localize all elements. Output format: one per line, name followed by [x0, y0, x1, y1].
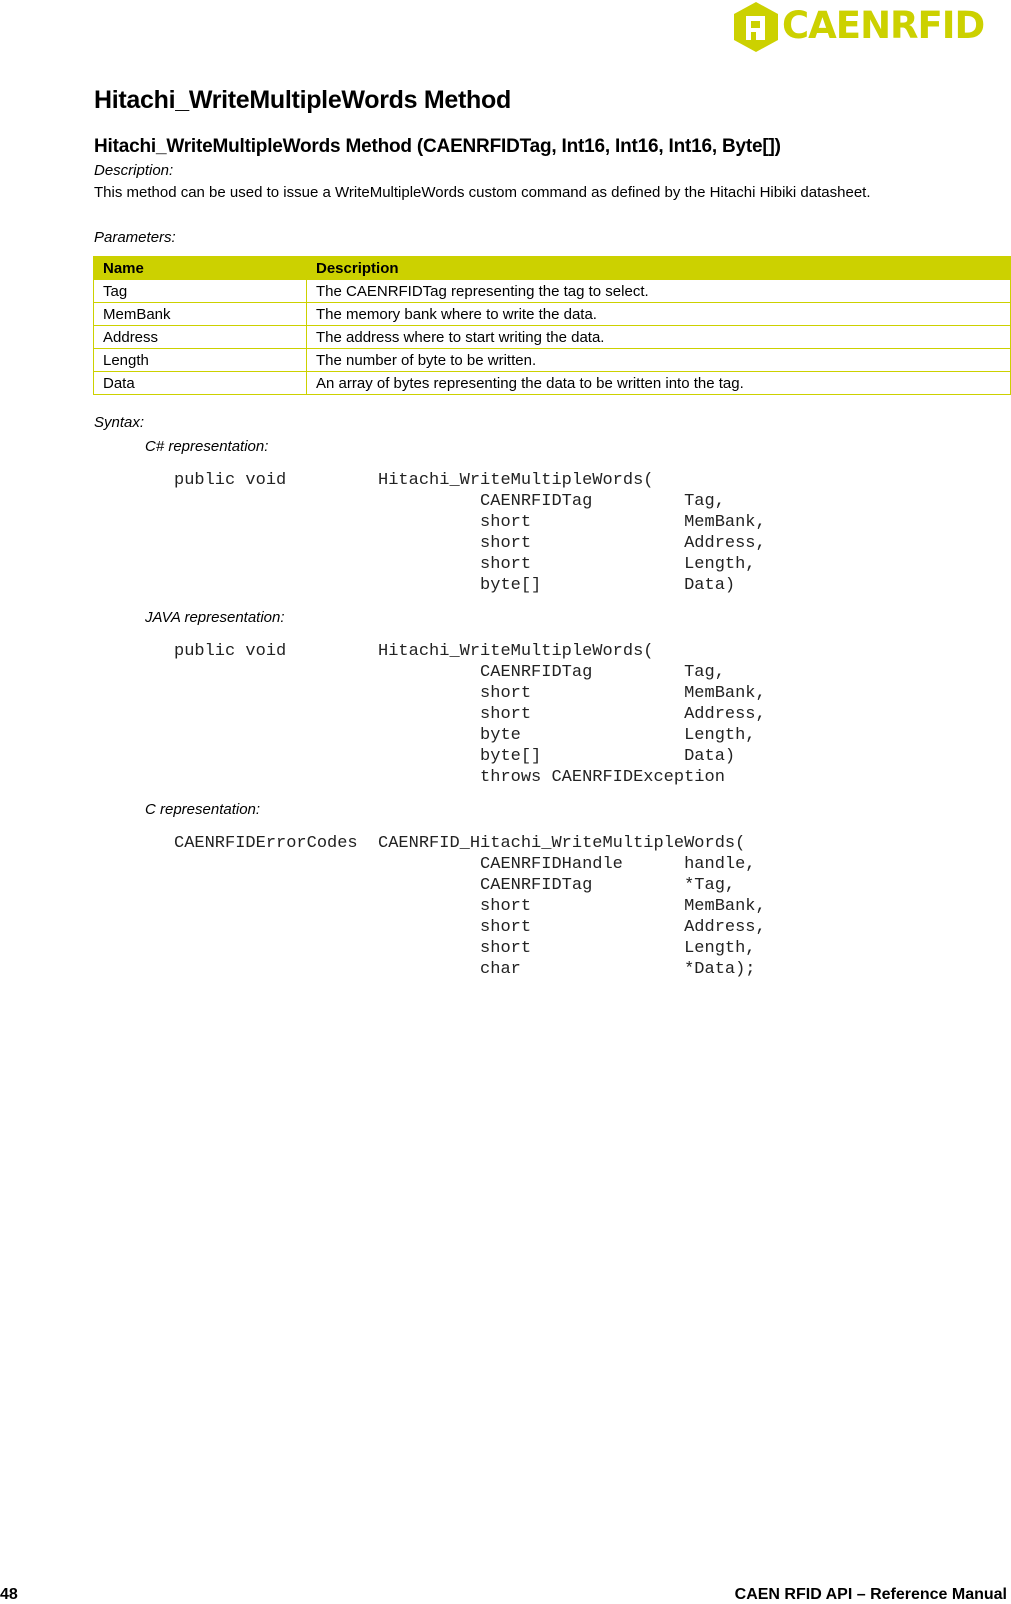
method-signature-heading: Hitachi_WriteMultipleWords Method (CAENRFIDTag, Int16, Int16, Int16, Byte[])	[94, 136, 781, 157]
param-description: The address where to start writing the data.	[307, 326, 1011, 349]
parameters-table	[93, 256, 1011, 395]
table-header-row	[94, 257, 1011, 280]
param-name: MemBank	[94, 303, 307, 326]
syntax-label: Syntax:	[94, 414, 145, 431]
logo-text: CAENRFID	[782, 4, 985, 47]
param-description: The CAENRFIDTag representing the tag to select.	[307, 280, 1011, 303]
table-row	[94, 326, 1011, 349]
param-name: Length	[94, 349, 307, 372]
csharp-code: public void Hitachi_WriteMultipleWords( CAENRFIDTag Tag, short MemBank, short Address, short Length, byte[] Data)	[174, 471, 766, 595]
description-label: Description:	[94, 162, 174, 179]
header-name: Name	[94, 257, 307, 280]
description-text: This method can be used to issue a WriteMultipleWords custom command as defined by the Hitachi Hibiki datasheet.	[94, 184, 871, 201]
table-row	[94, 349, 1011, 372]
footer-title: CAEN RFID API – Reference Manual	[734, 1586, 1007, 1603]
param-description: The memory bank where to write the data.	[307, 303, 1011, 326]
table-row	[94, 280, 1011, 303]
header-description: Description	[307, 257, 1011, 280]
logo-emblem-icon	[734, 2, 778, 52]
java-label: JAVA representation:	[145, 609, 285, 626]
param-name: Data	[94, 372, 307, 395]
java-code: public void Hitachi_WriteMultipleWords( CAENRFIDTag Tag, short MemBank, short Address, byte Length, byte[] Data) throws CAENRFIDException	[174, 642, 766, 787]
param-name: Address	[94, 326, 307, 349]
table-row	[94, 303, 1011, 326]
table-row	[94, 372, 1011, 395]
param-description: The number of byte to be written.	[307, 349, 1011, 372]
param-name: Tag	[94, 280, 307, 303]
param-description: An array of bytes representing the data to be written into the tag.	[307, 372, 1011, 395]
parameters-label: Parameters:	[94, 229, 176, 246]
page-number: 48	[0, 1586, 18, 1603]
c-code: CAENRFIDErrorCodes CAENRFID_Hitachi_WriteMultipleWords( CAENRFIDHandle handle, CAENRFIDTag *Tag, short MemBank, short Address, short Length, char *Data);	[174, 834, 766, 979]
csharp-label: C# representation:	[145, 438, 269, 455]
page-title: Hitachi_WriteMultipleWords Method	[94, 86, 511, 114]
c-label: C representation:	[145, 801, 261, 818]
